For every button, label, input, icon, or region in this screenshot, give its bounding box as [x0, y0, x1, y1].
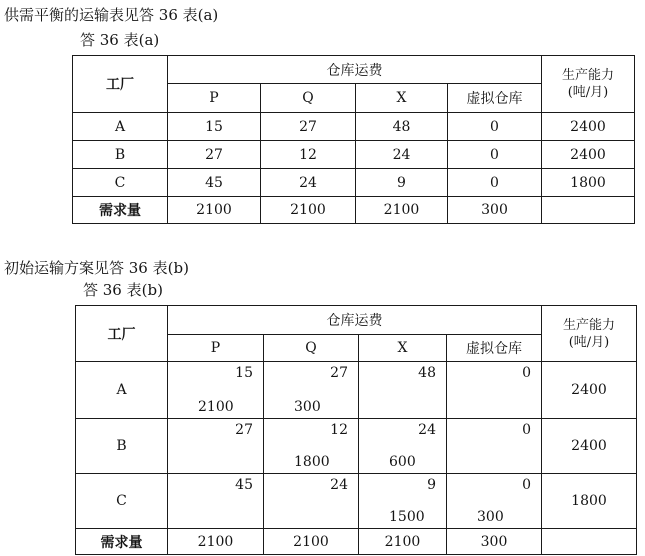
capacity-cell: 2400: [542, 113, 635, 141]
header-capacity-line1: 生产能力: [561, 68, 614, 83]
cost-cell: 45: [168, 169, 261, 197]
cost-cell: 24: [356, 141, 448, 169]
cost-value: 24: [418, 422, 436, 438]
allocation-value: 1500: [389, 509, 425, 525]
table-row: [73, 141, 635, 169]
header-capacity: [542, 56, 635, 113]
route-cell: [168, 419, 264, 474]
route-cell: [168, 362, 264, 419]
demand-row: [76, 529, 637, 555]
route-cell: [264, 362, 359, 419]
cost-cell: 48: [356, 113, 448, 141]
cost-value: 24: [330, 477, 348, 493]
table-row: [76, 474, 637, 529]
demand-capacity-empty: [542, 529, 637, 555]
column-header-q: Q: [264, 335, 359, 362]
demand-cell: 2100: [168, 197, 261, 224]
intro-text-b: 初始运输方案见答 36 表(b): [4, 259, 189, 277]
table-row: [76, 419, 637, 474]
header-capacity: [542, 306, 637, 362]
cost-value: 0: [522, 365, 531, 381]
capacity-cell: 2400: [542, 141, 635, 169]
header-capacity-line2: (吨/月): [567, 85, 609, 100]
cost-value: 9: [427, 477, 436, 493]
allocation-value: 2100: [198, 399, 234, 415]
cost-cell: 0: [448, 141, 542, 169]
transport-table-b: [75, 305, 637, 555]
route-cell: [359, 362, 447, 419]
route-cell: [447, 419, 542, 474]
factory-cell: B: [76, 419, 168, 474]
cost-value: 15: [235, 365, 253, 381]
factory-cell: C: [76, 474, 168, 529]
header-warehouse-cost: 仓库运费: [168, 56, 542, 84]
allocation-value: 300: [294, 399, 321, 415]
cost-value: 27: [235, 422, 253, 438]
table-caption-a: 答 36 表(a): [80, 31, 160, 49]
cost-cell: 9: [356, 169, 448, 197]
demand-cell: 300: [448, 197, 542, 224]
route-cell: [168, 474, 264, 529]
table-row: [73, 169, 635, 197]
column-header-virtual: 虚拟仓库: [448, 84, 542, 113]
cost-cell: 24: [261, 169, 356, 197]
header-warehouse-cost: 仓库运费: [168, 306, 542, 335]
route-cell: [264, 419, 359, 474]
allocation-value: 600: [389, 454, 416, 470]
header-capacity-line2: (吨/月): [568, 334, 610, 350]
intro-text-a: 供需平衡的运输表见答 36 表(a): [4, 6, 219, 24]
column-header-virtual: 虚拟仓库: [447, 335, 542, 362]
route-cell: [359, 419, 447, 474]
route-cell: [264, 474, 359, 529]
header-factory: 工厂: [73, 56, 168, 113]
cost-value: 27: [330, 365, 348, 381]
transport-table-a: [72, 55, 635, 224]
demand-cell: 2100: [264, 529, 359, 555]
capacity-cell: 2400: [542, 419, 637, 474]
demand-cell: 2100: [359, 529, 447, 555]
demand-row: [73, 197, 635, 224]
cost-value: 0: [522, 422, 531, 438]
route-cell: [447, 474, 542, 529]
column-header-q: Q: [261, 84, 356, 113]
column-header-x: X: [356, 84, 448, 113]
cost-value: 48: [418, 365, 436, 381]
factory-cell: C: [73, 169, 168, 197]
demand-cell: 2100: [261, 197, 356, 224]
demand-capacity-empty: [542, 197, 635, 224]
demand-label: 需求量: [76, 529, 168, 555]
cost-value: 12: [330, 422, 348, 438]
route-cell: [447, 362, 542, 419]
table-caption-b: 答 36 表(b): [83, 281, 163, 299]
cost-value: 0: [522, 477, 531, 493]
cost-cell: 0: [448, 169, 542, 197]
capacity-cell: 1800: [542, 474, 637, 529]
column-header-p: P: [168, 335, 264, 362]
column-header-x: X: [359, 335, 447, 362]
cost-cell: 0: [448, 113, 542, 141]
capacity-cell: 1800: [542, 169, 635, 197]
cost-cell: 27: [261, 113, 356, 141]
capacity-cell: 2400: [542, 362, 637, 419]
allocation-value: 300: [477, 509, 504, 525]
factory-cell: A: [76, 362, 168, 419]
header-capacity-line1: 生产能力: [562, 317, 615, 333]
table-row: [76, 362, 637, 419]
column-header-p: P: [168, 84, 261, 113]
cost-cell: 12: [261, 141, 356, 169]
table-row: [73, 113, 635, 141]
demand-cell: 300: [447, 529, 542, 555]
demand-cell: 2100: [168, 529, 264, 555]
cost-value: 45: [235, 477, 253, 493]
allocation-value: 1800: [294, 454, 330, 470]
demand-cell: 2100: [356, 197, 448, 224]
route-cell: [359, 474, 447, 529]
cost-cell: 15: [168, 113, 261, 141]
header-factory: 工厂: [76, 306, 168, 362]
cost-cell: 27: [168, 141, 261, 169]
demand-label: 需求量: [73, 197, 168, 224]
factory-cell: A: [73, 113, 168, 141]
factory-cell: B: [73, 141, 168, 169]
